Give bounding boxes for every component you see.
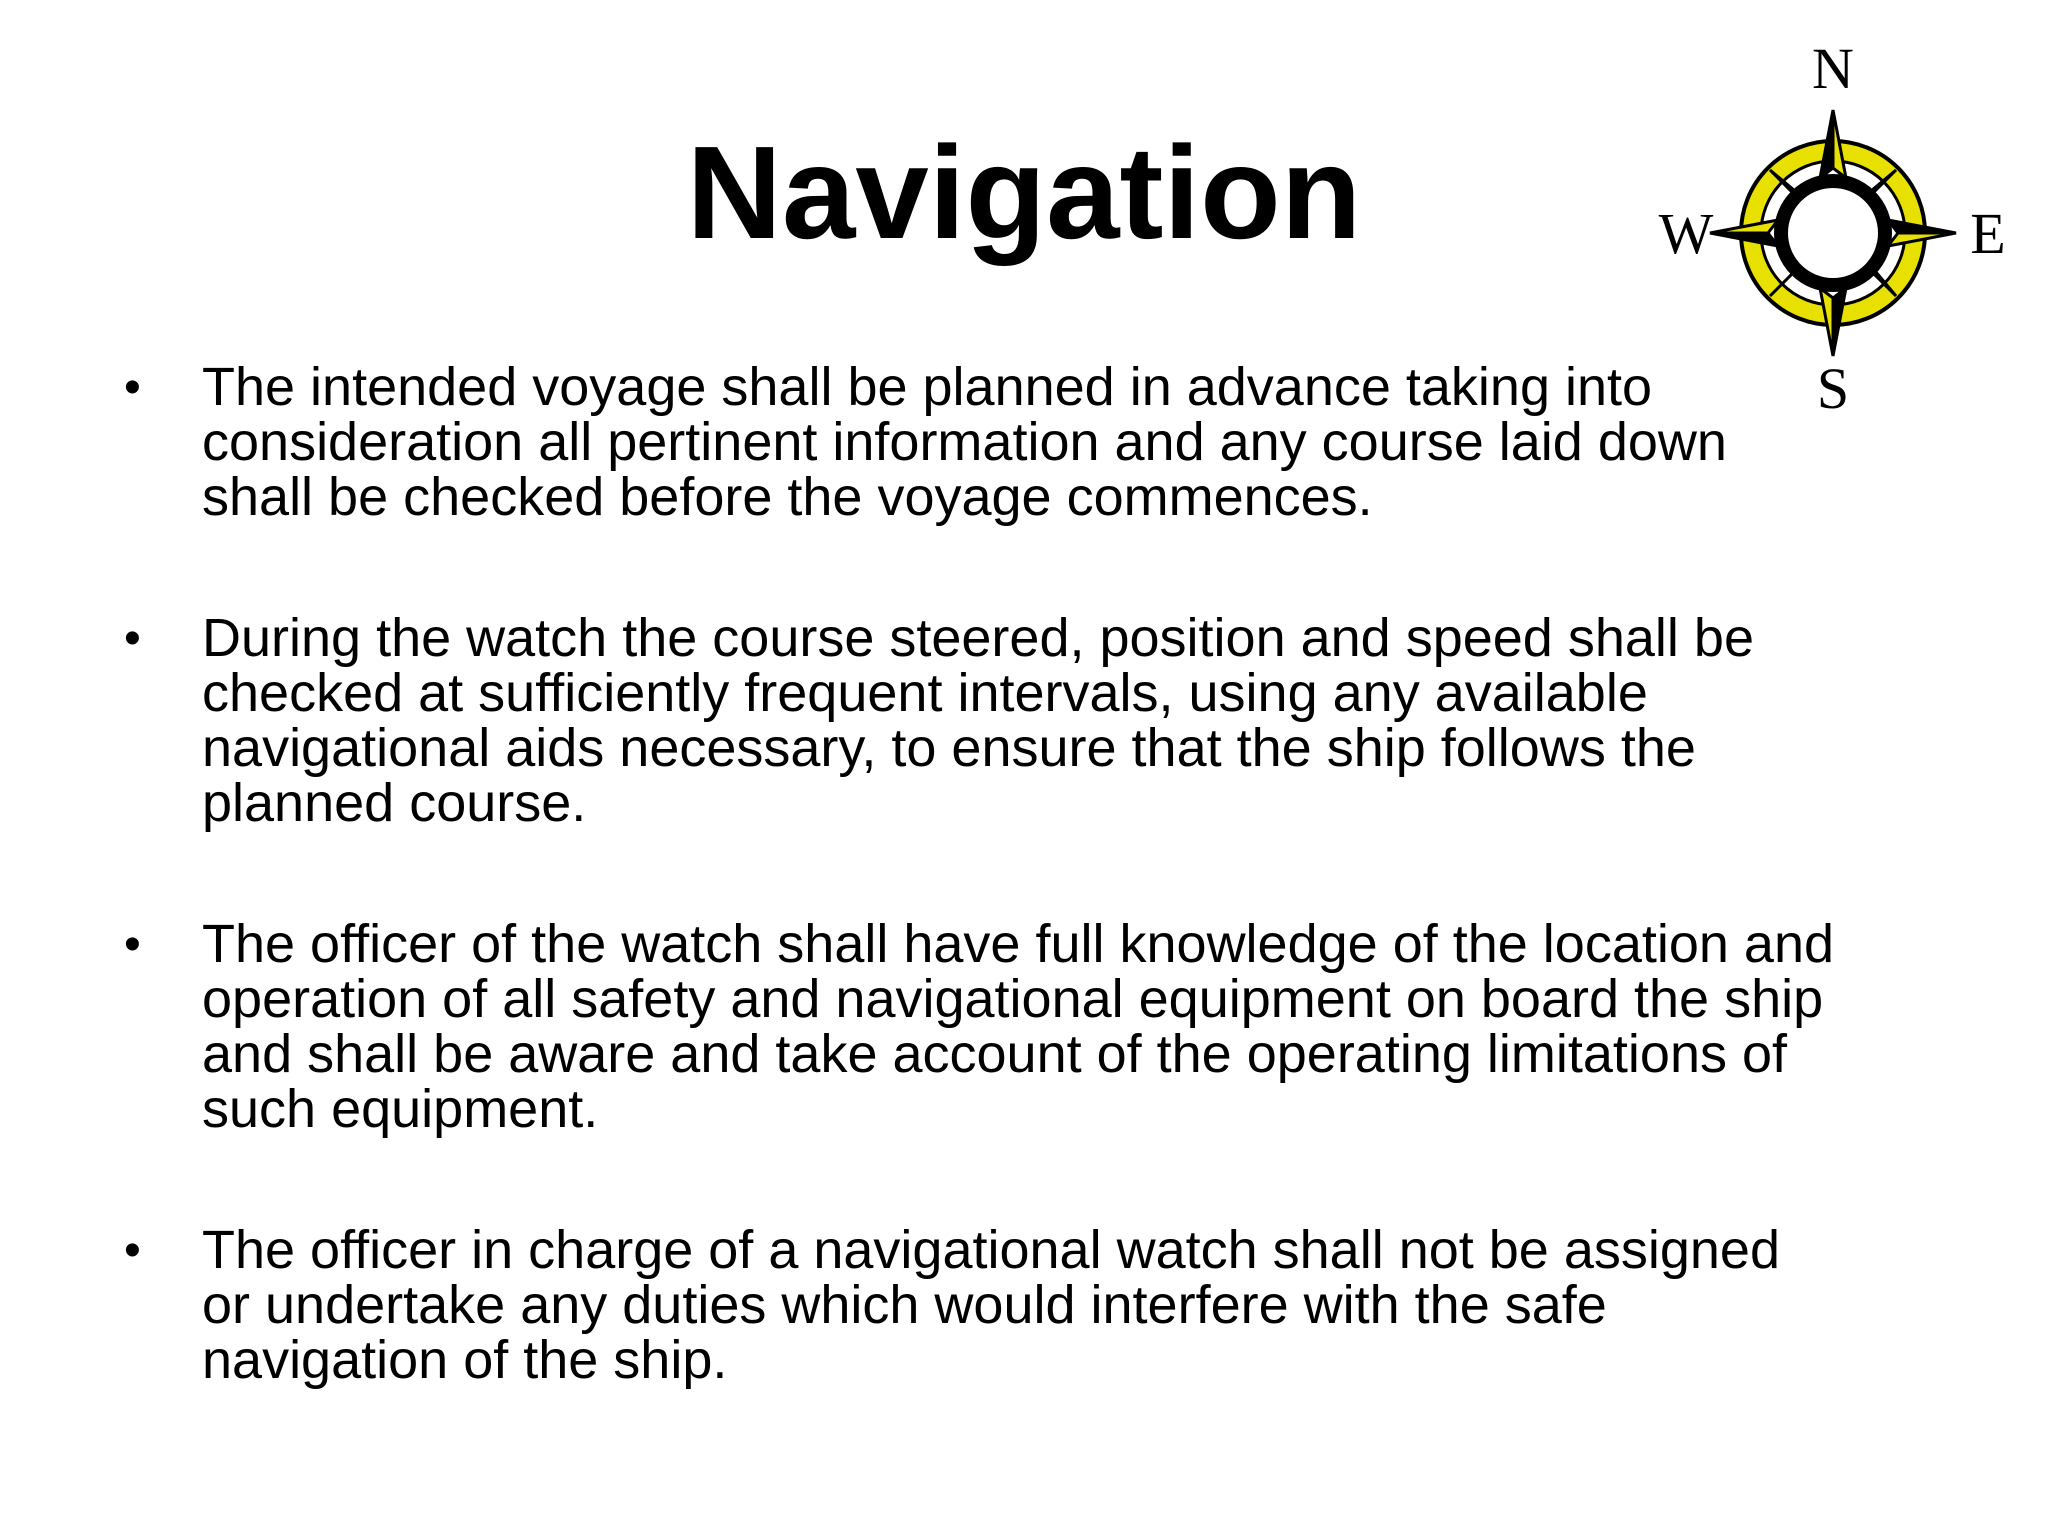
compass-label-west: W [1658,201,1714,266]
bullet-text: The intended voyage shall be planned in advance taking into consideration all pertinent information and any course laid down shall be checked before the voyage commences. [202,357,1727,527]
bullet-dot: • [124,612,141,665]
bullet-dot: • [124,918,141,971]
bullet-text: The officer in charge of a navigational watch shall not be assigned or undertake any duties which would interfere with the safe navigation of the ship. [202,1220,1780,1390]
slide-title: Navigation [686,119,1362,266]
bullet-text: The officer of the watch shall have full knowledge of the location and operation of all safety and navigational equipment on board the ship and shall be aware and take account of the operating limitations of such equipment. [202,914,1835,1139]
bullet-item [118,1220,1948,1390]
bullet-text: During the watch the course steered, position and speed shall be checked at sufficiently frequent intervals, using any available navigational aids necessary, to ensure that the ship follows the planned course. [202,608,1754,833]
compass-label-south: S [1816,356,1850,418]
bullet-item [118,914,1948,1139]
compass-label-north: N [1812,48,1854,101]
compass-center [1781,181,1885,285]
bullet-list [118,357,1948,1474]
bullet-dot: • [124,361,141,414]
bullet-dot: • [124,1224,141,1277]
bullet-item [118,357,1948,527]
bullet-item [118,608,1948,833]
compass-label-east: E [1970,201,2006,266]
